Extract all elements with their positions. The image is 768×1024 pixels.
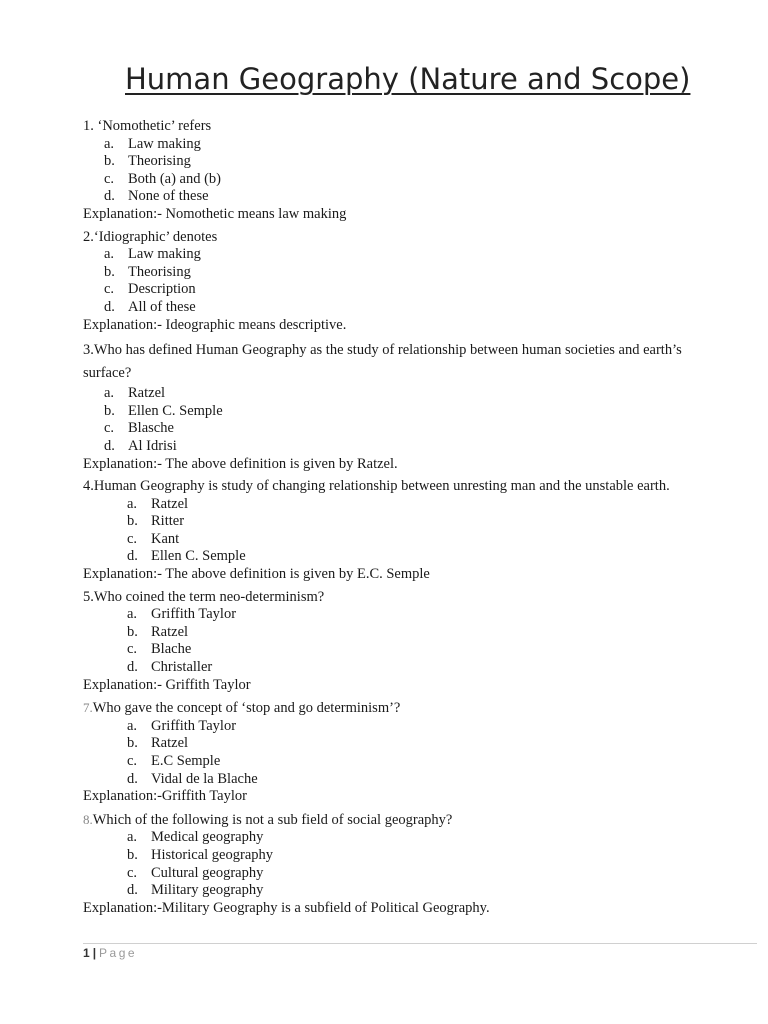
option-letter: c. xyxy=(127,641,138,658)
option-text: Kant xyxy=(151,530,180,547)
option-a xyxy=(83,718,733,736)
option-text: Ratzel xyxy=(151,623,189,640)
option-c xyxy=(83,420,733,438)
option-letter: d. xyxy=(104,298,115,315)
option-text: Ratzel xyxy=(128,385,166,402)
option-d xyxy=(83,188,733,206)
option-a xyxy=(83,496,733,514)
option-letter: c. xyxy=(104,281,115,298)
option-letter: a. xyxy=(127,829,138,846)
option-text: Griffith Taylor xyxy=(151,717,237,734)
question-list xyxy=(83,118,733,917)
option-letter: a. xyxy=(127,606,138,623)
option-text: Historical geography xyxy=(151,846,274,863)
option-d xyxy=(83,882,733,900)
explanation: Explanation:- The above definition is given by Ratzel. xyxy=(83,455,398,472)
option-letter: d. xyxy=(127,770,138,787)
option-text: Ritter xyxy=(151,513,185,530)
page-number: 1 xyxy=(83,946,90,960)
option-list xyxy=(83,496,733,566)
option-letter: d. xyxy=(104,188,115,205)
option-text: E.C Semple xyxy=(151,753,221,769)
footer-separator: | xyxy=(92,946,97,960)
question-stem xyxy=(83,478,733,496)
question-stem xyxy=(83,589,733,607)
option-letter: a. xyxy=(104,135,115,152)
question-text: ‘Idiographic’ denotes xyxy=(93,228,218,245)
option-c xyxy=(83,171,733,189)
option-d xyxy=(83,299,733,317)
option-b xyxy=(83,153,733,171)
option-text: Ratzel xyxy=(151,735,189,752)
option-letter: b. xyxy=(127,623,138,640)
option-text: Description xyxy=(128,281,196,298)
option-text: Theorising xyxy=(128,263,191,280)
option-b xyxy=(83,403,733,421)
option-a xyxy=(83,385,733,403)
question-1 xyxy=(83,118,733,224)
option-text: Christaller xyxy=(151,659,213,676)
option-text: Law making xyxy=(128,246,201,263)
option-c xyxy=(83,753,733,771)
question-number: 3. xyxy=(83,342,94,359)
question-number: 7. xyxy=(83,700,93,716)
question-2 xyxy=(83,229,733,335)
question-text: Who has defined Human Geography as the study of relationship between human societies and earth’s surface? xyxy=(83,342,682,382)
option-letter: a. xyxy=(104,385,115,402)
option-letter: c. xyxy=(104,170,115,187)
option-c xyxy=(83,281,733,299)
question-text: Who gave the concept of ‘stop and go determinism’? xyxy=(92,700,401,717)
option-text: Cultural geography xyxy=(151,864,264,881)
option-letter: b. xyxy=(104,263,115,280)
option-letter: a. xyxy=(104,246,115,263)
question-3 xyxy=(83,339,733,473)
option-a xyxy=(83,136,733,154)
explanation: Explanation:- Nomothetic means law making xyxy=(83,205,347,222)
option-c xyxy=(83,865,733,883)
explanation: Explanation:- Griffith Taylor xyxy=(83,676,251,693)
option-letter: c. xyxy=(127,864,138,881)
footer-divider xyxy=(83,943,757,944)
option-d xyxy=(83,771,733,789)
option-text: Blasche xyxy=(128,420,174,437)
option-text: Ellen C. Semple xyxy=(151,548,246,565)
question-number: 4. xyxy=(83,478,94,495)
explanation: Explanation:-Military Geography is a subfield of Political Geography. xyxy=(83,899,490,916)
explanation: Explanation:-Griffith Taylor xyxy=(83,788,247,805)
option-d xyxy=(83,659,733,677)
option-letter: b. xyxy=(104,402,115,419)
page-label: Page xyxy=(99,946,138,960)
option-letter: a. xyxy=(127,495,138,512)
option-letter: d. xyxy=(127,548,138,565)
question-number: 8. xyxy=(83,811,93,827)
question-8 xyxy=(83,811,733,918)
option-letter: d. xyxy=(104,437,115,454)
option-d xyxy=(83,548,733,566)
option-text: Both (a) and (b) xyxy=(128,170,222,187)
option-letter: d. xyxy=(127,659,138,676)
question-stem xyxy=(83,699,733,718)
option-b xyxy=(83,735,733,753)
option-text: Military geography xyxy=(151,882,264,899)
option-d xyxy=(83,438,733,456)
option-c xyxy=(83,531,733,549)
option-text: Ratzel xyxy=(151,495,189,512)
option-list xyxy=(83,136,733,206)
option-text: Theorising xyxy=(128,153,191,170)
option-b xyxy=(83,624,733,642)
option-b xyxy=(83,513,733,531)
option-letter: c. xyxy=(127,753,138,769)
option-text: Ellen C. Semple xyxy=(128,402,223,419)
option-list xyxy=(83,606,733,676)
option-list xyxy=(83,718,733,788)
option-text: Al Idrisi xyxy=(128,437,177,454)
option-list xyxy=(83,829,733,899)
question-stem xyxy=(83,118,733,136)
question-stem xyxy=(83,339,733,385)
option-text: None of these xyxy=(128,188,209,205)
question-text: Human Geography is study of changing relationship between unresting man and the unstable earth. xyxy=(93,478,670,495)
option-letter: c. xyxy=(127,530,138,547)
option-letter: b. xyxy=(127,513,138,530)
option-b xyxy=(83,847,733,865)
option-a xyxy=(83,246,733,264)
option-letter: c. xyxy=(104,420,115,437)
question-7 xyxy=(83,699,733,806)
option-text: Blache xyxy=(151,641,192,658)
option-letter: a. xyxy=(127,717,138,734)
option-letter: b. xyxy=(104,153,115,170)
option-letter: b. xyxy=(127,735,138,752)
question-4 xyxy=(83,478,733,584)
question-text: Who coined the term neo-determinism? xyxy=(93,588,325,605)
option-text: Medical geography xyxy=(151,829,264,846)
question-number: 2. xyxy=(83,228,94,245)
option-list xyxy=(83,246,733,316)
question-stem xyxy=(83,811,733,830)
option-c xyxy=(83,641,733,659)
option-text: Law making xyxy=(128,135,201,152)
page-footer xyxy=(83,946,137,960)
question-5 xyxy=(83,589,733,695)
option-b xyxy=(83,264,733,282)
question-number: 5. xyxy=(83,588,94,605)
option-a xyxy=(83,829,733,847)
explanation: Explanation:- Ideographic means descriptive. xyxy=(83,316,347,333)
explanation: Explanation:- The above definition is given by E.C. Semple xyxy=(83,566,430,583)
option-text: Vidal de la Blache xyxy=(151,770,258,787)
question-text: ‘Nomothetic’ refers xyxy=(97,118,212,134)
option-text: Griffith Taylor xyxy=(151,606,237,623)
option-text: All of these xyxy=(128,298,196,315)
option-letter: d. xyxy=(127,882,138,899)
question-stem xyxy=(83,229,733,247)
option-letter: b. xyxy=(127,846,138,863)
question-text: Which of the following is not a sub field of social geography? xyxy=(92,811,453,828)
option-a xyxy=(83,606,733,624)
page-title: Human Geography (Nature and Scope) xyxy=(125,62,691,96)
question-number: 1. xyxy=(83,118,98,134)
option-list xyxy=(83,385,733,455)
